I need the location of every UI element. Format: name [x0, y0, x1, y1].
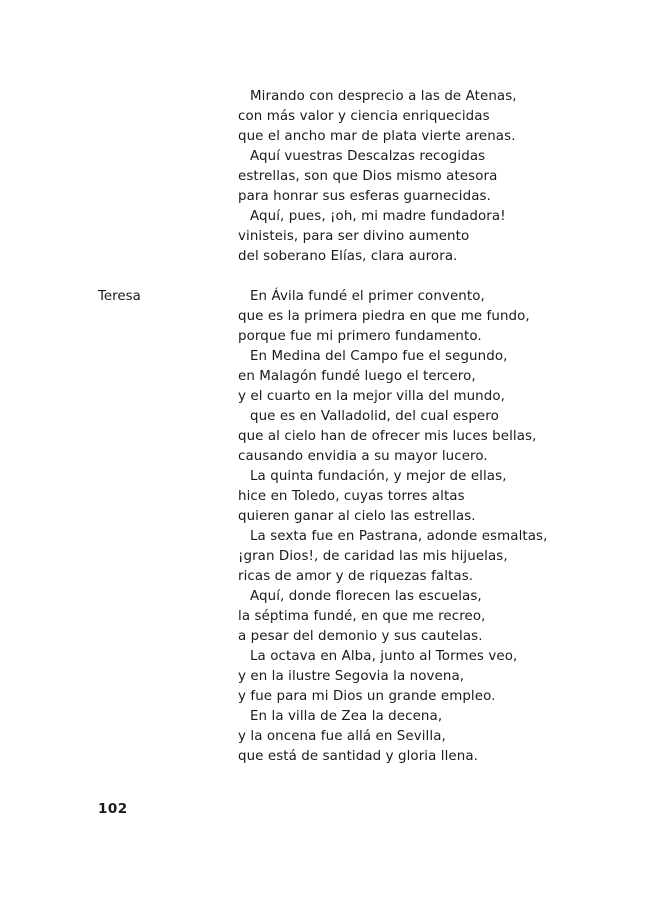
verse-line: La sexta fue en Pastrana, adonde esmaltas,	[250, 529, 548, 544]
verse-line: quieren ganar al cielo las estrellas.	[238, 509, 476, 524]
verse-line: causando envidia a su mayor lucero.	[238, 449, 488, 464]
page-number: 102	[98, 801, 128, 817]
verse-line: La octava en Alba, junto al Tormes veo,	[250, 649, 518, 664]
verse-line: La quinta fundación, y mejor de ellas,	[250, 469, 507, 484]
verse-line: para honrar sus esferas guarnecidas.	[238, 189, 491, 204]
verse-line: la séptima fundé, en que me recreo,	[238, 609, 486, 624]
verse-line: estrellas, son que Dios mismo atesora	[238, 169, 498, 184]
verse-line: con más valor y ciencia enriquecidas	[238, 109, 490, 124]
verse-line: que está de santidad y gloria llena.	[238, 749, 479, 764]
verse-line: en Malagón fundé luego el tercero,	[238, 369, 476, 384]
verse-line: En Medina del Campo fue el segundo,	[250, 349, 508, 364]
verse-line: que el ancho mar de plata vierte arenas.	[238, 129, 516, 144]
verse-line: que al cielo han de ofrecer mis luces bellas,	[238, 429, 537, 444]
verse-line: ricas de amor y de riquezas faltas.	[238, 569, 474, 584]
verse-line: y en la ilustre Segovia la novena,	[238, 669, 465, 684]
verse-line: vinisteis, para ser divino aumento	[238, 229, 470, 244]
speaker-name: Teresa	[98, 289, 141, 304]
verse-line: y fue para mi Dios un grande empleo.	[238, 689, 496, 704]
verse-line: Mirando con desprecio a las de Atenas,	[250, 89, 517, 104]
verse-line: a pesar del demonio y sus cautelas.	[238, 629, 483, 644]
verse-line: Aquí vuestras Descalzas recogidas	[250, 149, 486, 164]
verse-line: del soberano Elías, clara aurora.	[238, 249, 458, 264]
verse-line: y el cuarto en la mejor villa del mundo,	[238, 389, 506, 404]
verse-line: En la villa de Zea la decena,	[250, 709, 443, 724]
verse-line: Aquí, donde florecen las escuelas,	[250, 589, 482, 604]
verse-line: porque fue mi primero fundamento.	[238, 329, 482, 344]
verse-line: Aquí, pues, ¡oh, mi madre fundadora!	[250, 209, 506, 224]
verse-line: y la oncena fue allá en Sevilla,	[238, 729, 446, 744]
verse-line: hice en Toledo, cuyas torres altas	[238, 489, 465, 504]
verse-line: En Ávila fundé el primer convento,	[250, 289, 485, 304]
verse-line: ¡gran Dios!, de caridad las mis hijuelas,	[238, 549, 508, 564]
verse-line: que es en Valladolid, del cual espero	[250, 409, 499, 424]
verse-line: que es la primera piedra en que me fundo,	[238, 309, 530, 324]
